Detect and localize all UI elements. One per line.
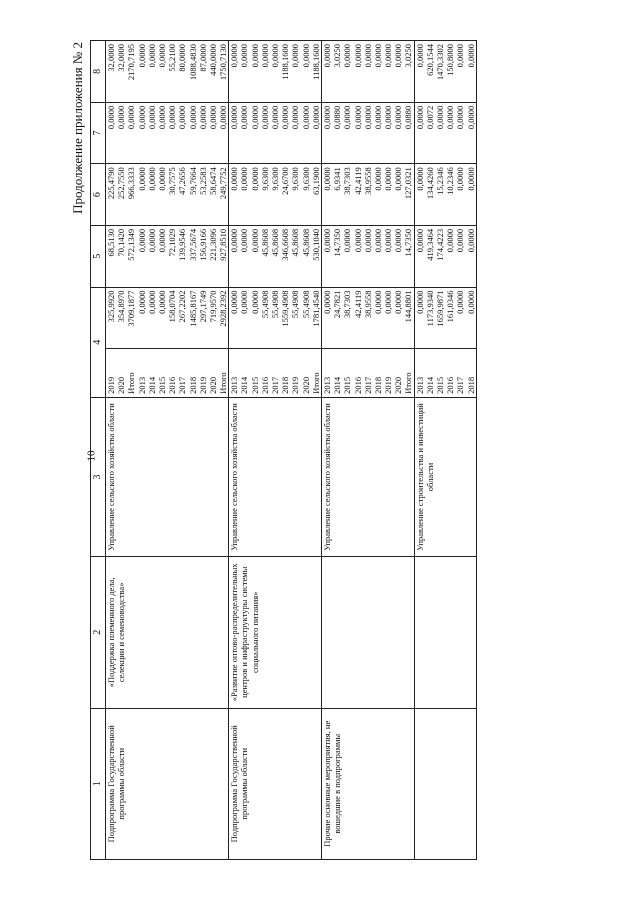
group-row (229, 41, 322, 860)
other-value: 0,0000 (383, 44, 394, 68)
other-value: 440,0000 (207, 44, 218, 76)
year-cell (106, 349, 229, 398)
other-value: 3,0250 (403, 44, 414, 68)
executor-cell: Управление сельского хозяйства области (321, 397, 414, 556)
year-value: 2018 (372, 376, 383, 394)
regional-value: 0,0000 (393, 167, 404, 191)
local-value: 0,0000 (290, 105, 301, 130)
federal-value: 156,9166 (197, 228, 208, 261)
federal-value: 139,9546 (177, 228, 188, 261)
event-cell: «Поддержка племенного дела, селекции и семеноводства» (106, 557, 229, 708)
year-value: 2014 (332, 376, 343, 394)
year-value: 2020 (116, 376, 127, 394)
regional-value: 0,0000 (414, 167, 425, 191)
col-header-3: 3 (91, 397, 106, 556)
local-value: 0,0000 (455, 105, 466, 130)
other-cell (414, 41, 476, 103)
executor-cell: Управление сельского хозяйства области (106, 397, 229, 556)
year-value: 2015 (156, 376, 167, 394)
federal-value: 0,0000 (414, 228, 425, 253)
total-value: 297,1749 (197, 290, 208, 323)
other-value: 0,0000 (393, 44, 404, 68)
col-header-6: 6 (91, 164, 106, 226)
total-value: 3709,1877 (126, 290, 137, 327)
event-cell (414, 557, 476, 708)
federal-value: 0,0000 (372, 228, 383, 253)
total-value: 0,0000 (414, 290, 425, 314)
year-value: 2020 (207, 376, 218, 394)
local-value: 0,0000 (146, 105, 157, 130)
regional-value: 127,0321 (403, 167, 414, 200)
local-value: 0,0000 (136, 105, 147, 130)
regional-value: 10,2346 (445, 167, 456, 195)
regional-value: 42,4119 (352, 167, 363, 195)
regional-value: 134,4260 (424, 167, 435, 200)
local-value: 0,0000 (280, 105, 291, 130)
federal-value: 45,8608 (300, 228, 311, 257)
local-value: 0,0000 (106, 105, 116, 130)
year-cell (414, 349, 476, 398)
total-value: 0,0000 (156, 290, 167, 314)
local-value: 0,0000 (465, 105, 476, 130)
other-value: 32,0000 (116, 44, 127, 72)
column-number-row (91, 41, 106, 860)
col-header-5: 5 (91, 225, 106, 287)
regional-value: 0,0000 (465, 167, 476, 191)
year-value: Итого (218, 372, 229, 394)
year-cell (229, 349, 322, 398)
program-cell: Прочие основные мероприятия, не вошедшие в подпрограммы (321, 708, 414, 859)
regional-value: 59,7664 (187, 167, 198, 195)
local-value: 0,0000 (435, 105, 445, 130)
col-header-1: 1 (91, 708, 106, 859)
local-value: 0,0880 (332, 105, 343, 130)
regional-cell (229, 164, 322, 226)
total-value: 1173,9340 (424, 290, 435, 327)
total-value: 42,4119 (352, 290, 363, 318)
year-value: 2017 (177, 376, 188, 394)
other-value: 0,0000 (362, 44, 373, 68)
year-value: 2020 (300, 376, 311, 394)
year-value: 2013 (321, 376, 332, 394)
federal-value: 14,7350 (403, 228, 414, 257)
year-value: 2016 (445, 376, 456, 394)
regional-value: 38,7303 (342, 167, 353, 195)
executor-cell: Управление сельского хозяйства области (229, 397, 322, 556)
total-value: 55,4908 (290, 290, 301, 319)
other-value: 0,0000 (372, 44, 383, 68)
federal-value: 0,0000 (393, 228, 404, 253)
federal-value: 45,8608 (259, 228, 270, 257)
local-value: 0,0000 (187, 105, 198, 130)
col-header-2: 2 (91, 557, 106, 708)
year-value: 2018 (187, 376, 198, 394)
year-value: Итого (310, 372, 321, 394)
total-value: 267,2202 (177, 290, 188, 323)
other-value: 0,0000 (300, 44, 311, 68)
table-body (106, 41, 477, 860)
total-value: 1485,8167 (187, 290, 198, 327)
regional-value: 0,0000 (239, 167, 250, 191)
local-value: 0,0000 (126, 105, 137, 130)
local-value: 0,0000 (239, 105, 250, 130)
regional-value: 0,0000 (146, 167, 157, 191)
col-header-7: 7 (91, 102, 106, 164)
regional-value: 6,9341 (332, 167, 343, 191)
year-value: 2014 (424, 376, 435, 394)
local-value: 0,0000 (372, 105, 383, 130)
executor-cell: Управление строительства и инвестиций области (414, 397, 476, 556)
local-value: 0,0000 (218, 105, 229, 130)
regional-cell (106, 164, 229, 226)
year-value: 2019 (290, 376, 301, 394)
federal-value: 0,0000 (321, 228, 332, 253)
local-value: 0,0000 (116, 105, 127, 130)
regional-value: 38,9558 (362, 167, 373, 195)
local-value: 0,0000 (362, 105, 373, 130)
total-cell (414, 287, 476, 349)
other-value: 0,0000 (321, 44, 332, 68)
federal-cell (321, 225, 414, 287)
year-value: 2014 (239, 376, 250, 394)
other-value: 1088,4830 (187, 44, 198, 81)
total-value: 38,9558 (362, 290, 373, 319)
other-value: 0,0000 (249, 44, 260, 68)
year-value: 2016 (352, 376, 363, 394)
local-value: 0,0880 (403, 105, 414, 130)
funding-table (90, 40, 477, 860)
federal-value: 68,5130 (106, 228, 116, 257)
total-value: 0,0000 (465, 290, 476, 314)
other-value: 87,0000 (197, 44, 208, 72)
federal-value: 0,0000 (156, 228, 167, 253)
regional-value: 0,0000 (321, 167, 332, 191)
year-cell (321, 349, 414, 398)
regional-value: 9,6300 (300, 167, 311, 191)
other-value: 1188,1600 (280, 44, 291, 80)
other-value: 0,0000 (465, 44, 476, 68)
col-header-8: 8 (91, 41, 106, 103)
total-value: 325,9920 (106, 290, 116, 323)
federal-value: 0,0000 (136, 228, 147, 253)
other-value: 1188,1600 (310, 44, 321, 80)
federal-value: 0,0000 (146, 228, 157, 253)
other-value: 1750,7130 (218, 44, 229, 81)
group-row (321, 41, 414, 860)
local-value: 0,0000 (259, 105, 270, 130)
local-value: 0,0000 (310, 105, 321, 130)
federal-cell (106, 225, 229, 287)
total-value: 38,7303 (342, 290, 353, 319)
other-value: 0,0000 (455, 44, 466, 68)
federal-value: 70,1420 (116, 228, 127, 257)
other-cell (106, 41, 229, 103)
federal-value: 0,0000 (229, 228, 240, 253)
regional-value: 0,0000 (229, 167, 240, 191)
other-value: 0,0000 (136, 44, 147, 68)
other-value: 0,0000 (156, 44, 167, 68)
local-value: 0,0000 (321, 105, 332, 130)
total-value: 0,0000 (229, 290, 240, 314)
local-value: 0,0000 (156, 105, 167, 130)
total-value: 1559,4908 (280, 290, 291, 327)
total-value: 161,0346 (445, 290, 456, 323)
total-value: 354,8970 (116, 290, 127, 323)
event-cell: «Развитие оптово-распределительных центров и инфраструктуры системы социального питания» (229, 557, 322, 708)
year-value: 2013 (136, 376, 147, 394)
federal-value: 572,1349 (126, 228, 137, 261)
year-value: 2013 (229, 376, 240, 394)
year-value: 2020 (393, 376, 404, 394)
regional-value: 15,2346 (435, 167, 445, 195)
local-value: 0,0000 (352, 105, 363, 130)
federal-value: 346,6608 (280, 228, 291, 261)
other-value: 620,1544 (424, 44, 435, 76)
total-value: 0,0000 (383, 290, 394, 314)
local-value: 0,0000 (177, 105, 188, 130)
program-cell: Подпрограмма Государственной программы области (229, 708, 322, 859)
year-value: 2014 (146, 376, 157, 394)
total-value: 0,0000 (321, 290, 332, 314)
other-value: 0,0000 (290, 44, 301, 68)
federal-value: 337,5674 (187, 228, 198, 261)
local-value: 0,0000 (229, 105, 240, 130)
year-value: Итого (403, 372, 414, 394)
year-value: 2016 (167, 376, 178, 394)
program-cell: Подпрограмма Государственной программы области (106, 708, 229, 859)
other-value: 0,0000 (414, 44, 425, 68)
year-value: 2019 (197, 376, 208, 394)
regional-value: 225,4790 (106, 167, 116, 200)
local-value: 0,0000 (383, 105, 394, 130)
federal-value: 221,3096 (207, 228, 218, 261)
regional-value: 9,6300 (290, 167, 301, 191)
group-row (414, 41, 476, 860)
year-value: 2016 (259, 376, 270, 394)
federal-value: 0,0000 (362, 228, 373, 253)
year-value: 2018 (465, 376, 476, 394)
federal-value: 174,4223 (435, 228, 445, 261)
federal-value: 0,0000 (249, 228, 260, 253)
regional-value: 252,7550 (116, 167, 127, 200)
other-value: 80,0000 (177, 44, 188, 72)
other-value: 0,0000 (229, 44, 240, 68)
year-value: 2015 (435, 376, 445, 394)
federal-value: 419,3464 (424, 228, 435, 261)
local-cell (321, 102, 414, 164)
federal-value: 927,8510 (218, 228, 229, 261)
other-cell (321, 41, 414, 103)
regional-value: 0,0000 (156, 167, 167, 191)
federal-value: 0,0000 (239, 228, 250, 253)
regional-cell (414, 164, 476, 226)
rotated-page (70, 40, 615, 860)
other-value: 0,0000 (239, 44, 250, 68)
total-value: 1659,9871 (435, 290, 445, 327)
year-value: 2017 (455, 376, 466, 394)
federal-value: 72,1029 (167, 228, 178, 257)
local-cell (106, 102, 229, 164)
regional-value: 47,2656 (177, 167, 188, 195)
local-value: 0,0000 (207, 105, 218, 130)
total-value: 0,0000 (249, 290, 260, 314)
year-value: 2015 (342, 376, 353, 394)
federal-value: 0,0000 (383, 228, 394, 253)
other-value: 2170,7195 (126, 44, 137, 81)
regional-value: 9,6300 (259, 167, 270, 191)
event-cell (321, 557, 414, 708)
local-cell (229, 102, 322, 164)
total-value: 2928,2392 (218, 290, 229, 327)
local-value: 0,0000 (300, 105, 311, 130)
regional-value: 0,0000 (249, 167, 260, 191)
regional-value: 0,0000 (136, 167, 147, 191)
local-value: 0,0000 (342, 105, 353, 130)
other-value: 150,8000 (445, 44, 456, 76)
year-value: 2019 (106, 376, 116, 394)
total-value: 55,4908 (270, 290, 280, 319)
federal-value: 0,0000 (445, 228, 456, 253)
federal-cell (229, 225, 322, 287)
local-value: 0,0000 (414, 105, 425, 130)
local-value: 0,0000 (167, 105, 178, 130)
regional-value: 63,1900 (310, 167, 321, 195)
regional-value: 249,7752 (218, 167, 229, 200)
continuation-heading: Продолжение приложения № 2 (70, 42, 85, 214)
total-cell (106, 287, 229, 349)
local-value: 0,0072 (424, 105, 435, 130)
other-value: 0,0000 (270, 44, 280, 68)
year-value: 2017 (270, 376, 280, 394)
total-value: 0,0000 (136, 290, 147, 314)
regional-value: 58,6474 (207, 167, 218, 195)
total-value: 158,0704 (167, 290, 178, 323)
regional-value: 966,3333 (126, 167, 137, 200)
other-value: 0,0000 (146, 44, 157, 68)
col-header-4: 4 (91, 287, 106, 397)
regional-cell (321, 164, 414, 226)
federal-cell (414, 225, 476, 287)
page-number: 10 (85, 450, 98, 462)
local-value: 0,0000 (393, 105, 404, 130)
regional-value: 0,0000 (455, 167, 466, 191)
year-value: 2017 (362, 376, 373, 394)
total-cell (321, 287, 414, 349)
year-value: 2019 (383, 376, 394, 394)
other-value: 1470,3302 (435, 44, 445, 81)
federal-value: 45,8608 (270, 228, 280, 257)
local-value: 0,0000 (270, 105, 280, 130)
other-value: 32,0000 (106, 44, 116, 72)
other-value: 55,2100 (167, 44, 178, 72)
total-value: 1781,4540 (310, 290, 321, 327)
local-value: 0,0000 (249, 105, 260, 130)
total-value: 0,0000 (146, 290, 157, 314)
federal-value: 45,8608 (290, 228, 301, 257)
other-value: 3,0250 (332, 44, 343, 68)
other-value: 0,0000 (259, 44, 270, 68)
year-value: 2013 (414, 376, 425, 394)
year-value: 2015 (249, 376, 260, 394)
total-value: 0,0000 (455, 290, 466, 314)
total-value: 24,7821 (332, 290, 343, 319)
total-value: 0,0000 (239, 290, 250, 314)
total-value: 55,4908 (300, 290, 311, 319)
total-cell (229, 287, 322, 349)
other-value: 0,0000 (352, 44, 363, 68)
local-value: 0,0000 (445, 105, 456, 130)
year-value: Итого (126, 372, 137, 394)
federal-value: 0,0000 (455, 228, 466, 253)
local-cell (414, 102, 476, 164)
group-row (106, 41, 229, 860)
total-value: 0,0000 (393, 290, 404, 314)
regional-value: 30,7575 (167, 167, 178, 195)
federal-value: 530,1040 (310, 228, 321, 261)
total-value: 0,0000 (372, 290, 383, 314)
local-value: 0,0000 (197, 105, 208, 130)
federal-value: 14,7350 (332, 228, 343, 257)
other-value: 0,0000 (342, 44, 353, 68)
year-value: 2018 (280, 376, 291, 394)
total-value: 719,9570 (207, 290, 218, 323)
federal-value: 0,0000 (465, 228, 476, 253)
program-cell (414, 708, 476, 859)
federal-value: 0,0000 (352, 228, 363, 253)
federal-value: 0,0000 (342, 228, 353, 253)
total-value: 55,4908 (259, 290, 270, 319)
regional-value: 53,2583 (197, 167, 208, 195)
regional-value: 24,6700 (280, 167, 291, 195)
regional-value: 0,0000 (372, 167, 383, 191)
total-value: 144,8801 (403, 290, 414, 323)
regional-value: 0,0000 (383, 167, 394, 191)
other-cell (229, 41, 322, 103)
regional-value: 9,6300 (270, 167, 280, 191)
